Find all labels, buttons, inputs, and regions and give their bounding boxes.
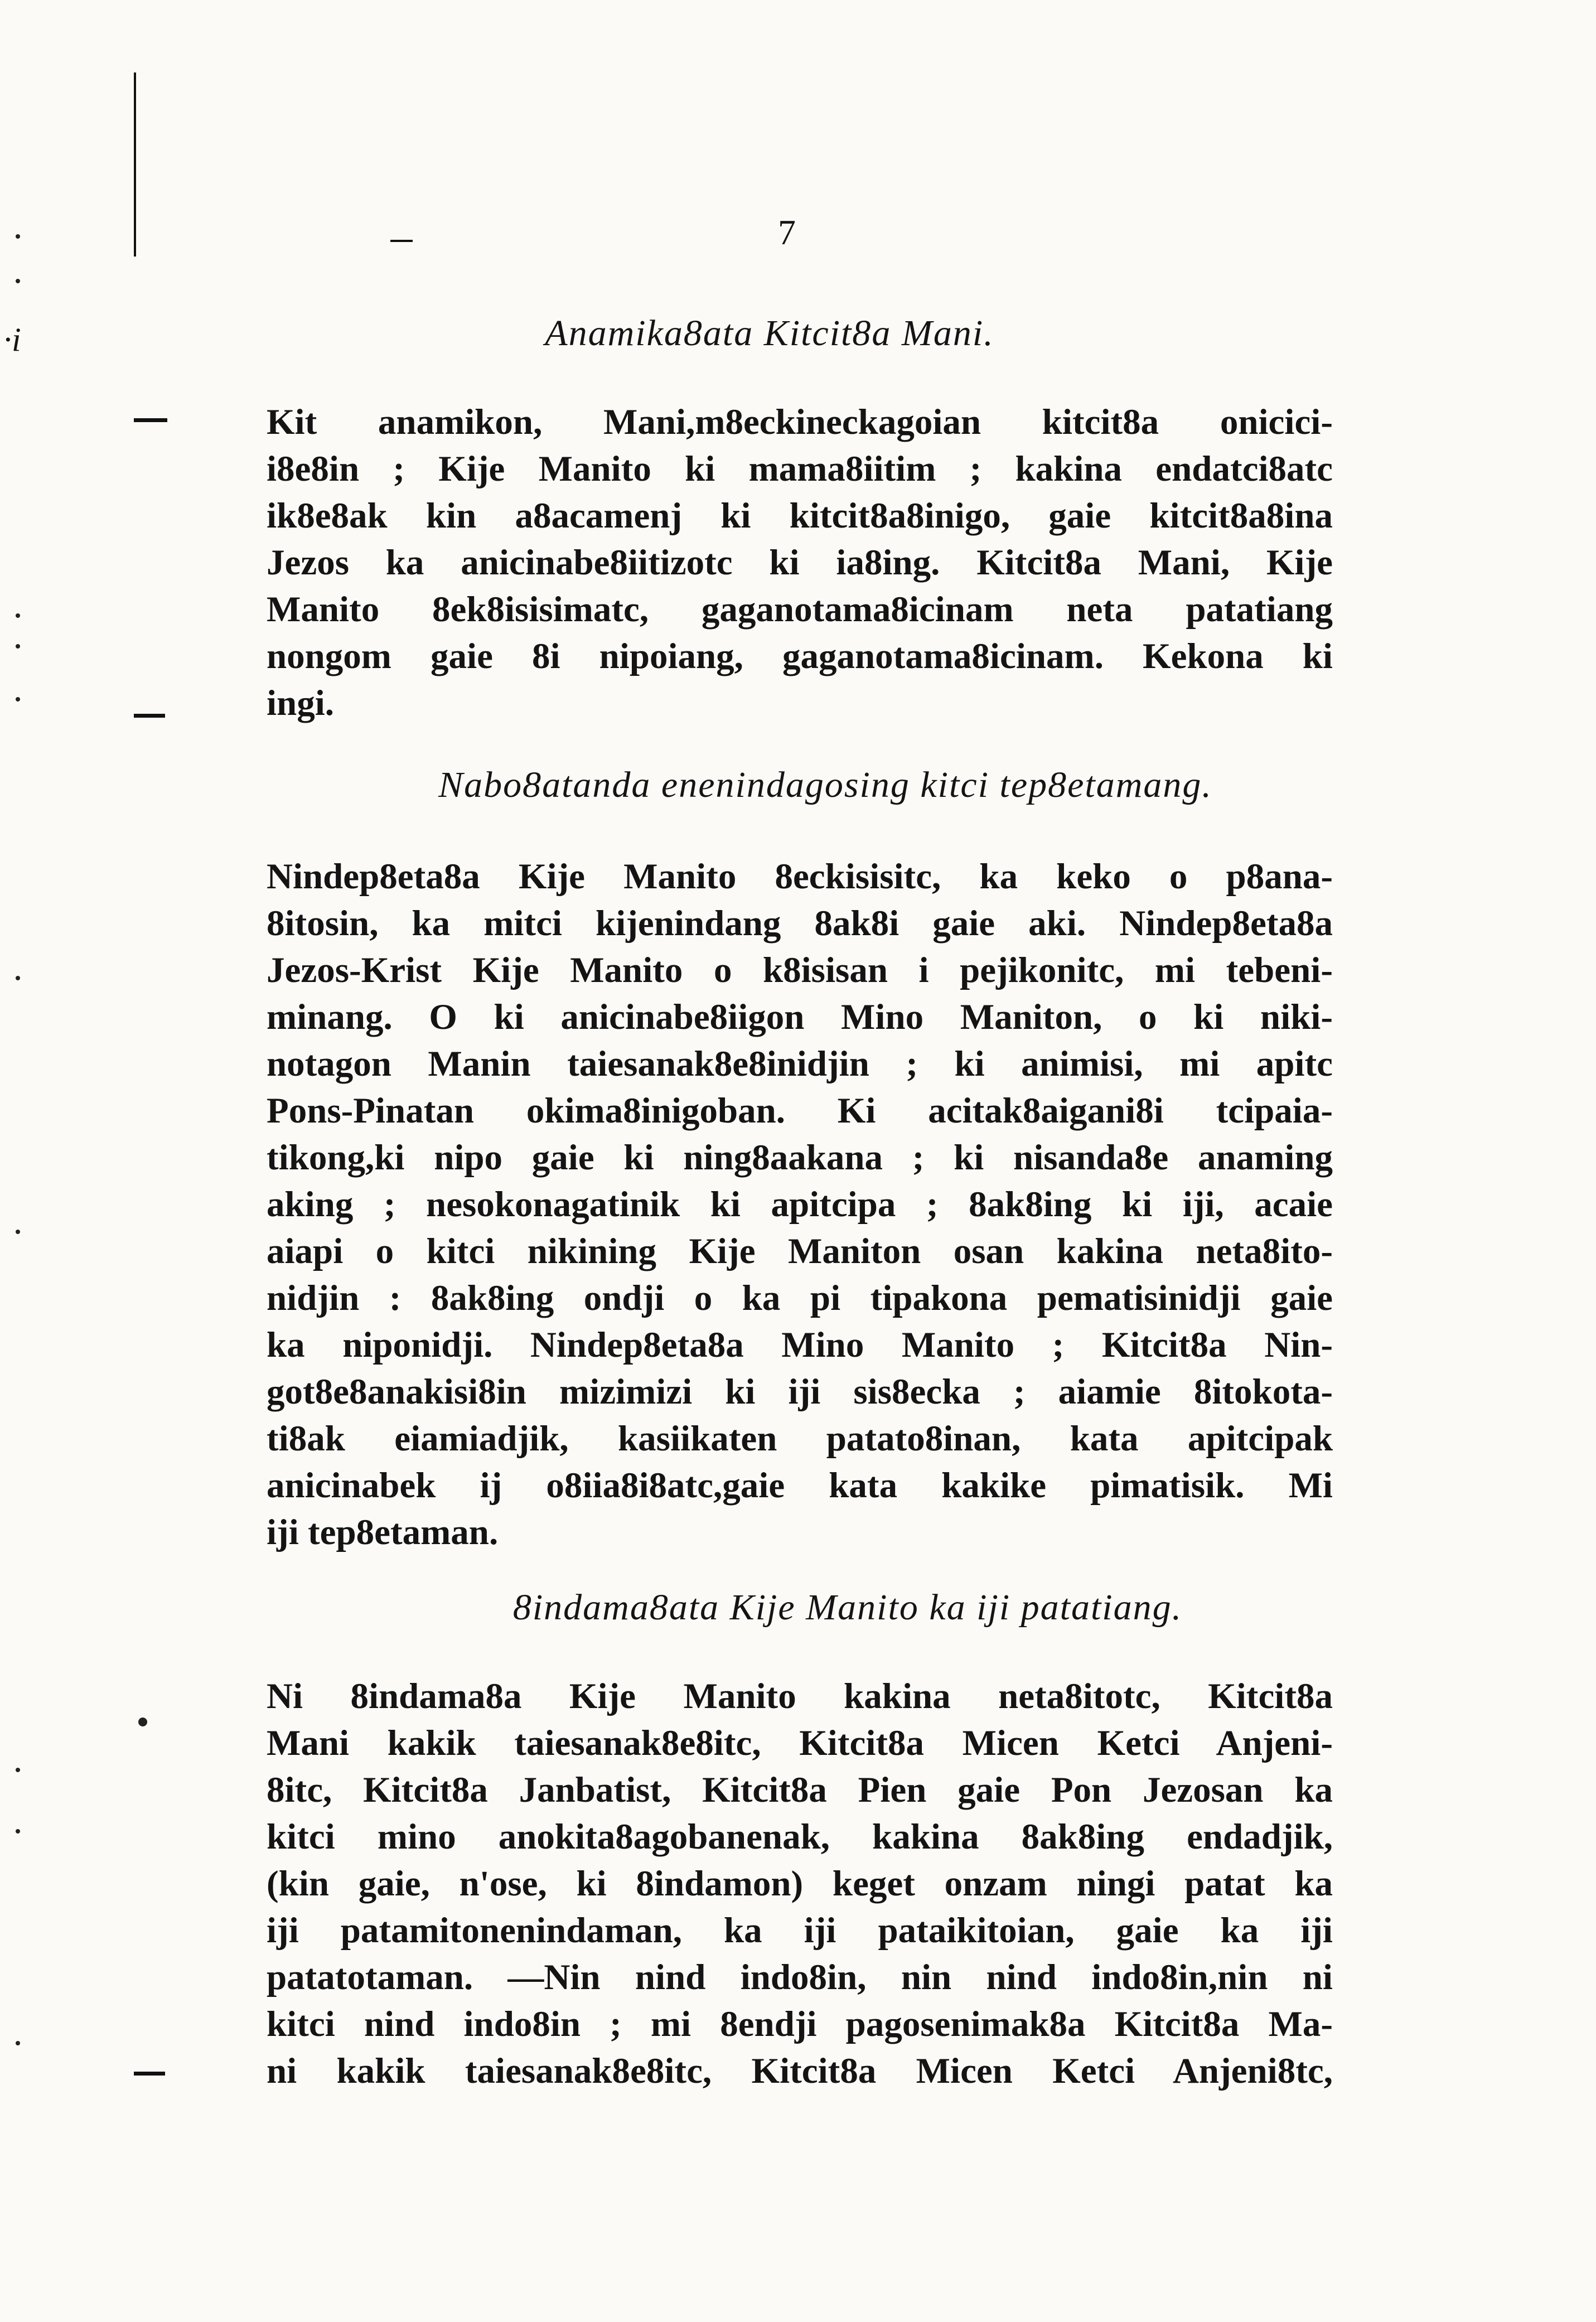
margin-scan-line <box>134 72 136 257</box>
text-line: Nindep8eta8a Kije Manito 8eckisisitc, ka keko o p8ana- <box>267 857 1333 897</box>
text-line: anicinabek ij o8iia8i8atc,gaie kata kakike pimatisik. Mi <box>267 1465 1333 1506</box>
margin-dash <box>134 714 165 718</box>
margin-dot <box>138 1718 147 1726</box>
paragraph <box>267 1673 1333 2094</box>
text-line: kitci nind indo8in ; mi 8endji pagosenimak8a Kitcit8a Ma- <box>267 2004 1333 2044</box>
margin-dot <box>16 234 20 239</box>
text-line: 8itosin, ka mitci kijenindang 8ak8i gaie aki. Nindep8eta8a <box>267 903 1333 944</box>
margin-dot <box>16 976 20 980</box>
text-line: Jezos-Krist Kije Manito o k8isisan i pejikonitc, mi tebeni- <box>267 950 1333 990</box>
text-line: minang. O ki anicinabe8iigon Mino Maniton, o ki niki- <box>267 997 1333 1037</box>
text-line: iji tep8etaman. <box>267 1512 499 1552</box>
text-line: ni kakik taiesanak8e8itc, Kitcit8a Micen Ketci Anjeni8tc, <box>267 2051 1333 2091</box>
text-line: Kit anamikon, Mani,m8eckineckagoian kitcit8a onicici- <box>267 402 1333 442</box>
margin-dash <box>134 2072 165 2076</box>
page-number: 7 <box>778 212 796 252</box>
text-line: Ni 8indama8a Kije Manito kakina neta8itotc, Kitcit8a <box>267 1676 1333 1716</box>
text-line: nongom gaie 8i nipoiang, gaganotama8icinam. Kekona ki <box>267 636 1333 676</box>
margin-dot <box>16 2041 20 2045</box>
section-heading: Nabo8atanda enenindagosing kitci tep8etamang. <box>438 765 1212 805</box>
margin-dot <box>16 697 20 702</box>
margin-stray-mark: ·i <box>3 321 21 358</box>
paragraph <box>267 853 1333 1556</box>
margin-dash <box>134 418 167 422</box>
text-line: Manito 8ek8isisimatc, gaganotama8icinam neta patatiang <box>267 589 1333 630</box>
margin-dot <box>16 644 20 649</box>
text-line: got8e8anakisi8in mizimizi ki iji sis8ecka ; aiamie 8itokota- <box>267 1372 1333 1412</box>
section-heading: Anamika8ata Kitcit8a Mani. <box>545 313 994 354</box>
text-line: ka niponidji. Nindep8eta8a Mino Manito ; Kitcit8a Nin- <box>267 1325 1333 1365</box>
text-line: notagon Manin taiesanak8e8inidjin ; ki animisi, mi apitc <box>267 1044 1333 1084</box>
text-line: aiapi o kitci nikining Kije Maniton osan kakina neta8ito- <box>267 1231 1333 1271</box>
text-line: Mani kakik taiesanak8e8itc, Kitcit8a Micen Ketci Anjeni- <box>267 1723 1333 1763</box>
text-line: ti8ak eiamiadjik, kasiikaten patato8inan, kata apitcipak <box>267 1419 1333 1459</box>
text-line: nidjin : 8ak8ing ondji o ka pi tipakona pematisinidji gaie <box>267 1278 1333 1318</box>
margin-dot <box>16 1768 20 1772</box>
text-line: (kin gaie, n'ose, ki 8indamon) keget onzam ningi patat ka <box>267 1864 1333 1904</box>
text-line: iji patamitonenindaman, ka iji pataikitoian, gaie ka iji <box>267 1910 1333 1951</box>
text-line: Pons-Pinatan okima8inigoban. Ki acitak8aigani8i tcipaia- <box>267 1091 1333 1131</box>
text-line: i8e8in ; Kije Manito ki mama8iitim ; kakina endatci8atc <box>267 449 1333 489</box>
section-heading: 8indama8ata Kije Manito ka iji patatiang. <box>512 1587 1183 1628</box>
margin-dot <box>16 279 20 283</box>
text-line: tikong,ki nipo gaie ki ning8aakana ; ki nisanda8e anaming <box>267 1138 1333 1178</box>
text-line: aking ; nesokonagatinik ki apitcipa ; 8ak8ing ki iji, acaie <box>267 1184 1333 1225</box>
text-line: ik8e8ak kin a8acamenj ki kitcit8a8inigo, gaie kitcit8a8ina <box>267 496 1333 536</box>
margin-dot <box>16 1230 20 1234</box>
text-line: kitci mino anokita8agobanenak, kakina 8ak8ing endadjik, <box>267 1817 1333 1857</box>
margin-dash <box>390 240 413 242</box>
text-line: Jezos ka anicinabe8iitizotc ki ia8ing. Kitcit8a Mani, Kije <box>267 543 1333 583</box>
paragraph <box>267 399 1333 727</box>
text-line: 8itc, Kitcit8a Janbatist, Kitcit8a Pien gaie Pon Jezosan ka <box>267 1770 1333 1810</box>
margin-dot <box>16 613 20 618</box>
text-line: patatotaman. —Nin nind indo8in, nin nind indo8in,nin ni <box>267 1957 1333 1997</box>
text-line: ingi. <box>267 683 335 723</box>
margin-dot <box>16 1829 20 1834</box>
